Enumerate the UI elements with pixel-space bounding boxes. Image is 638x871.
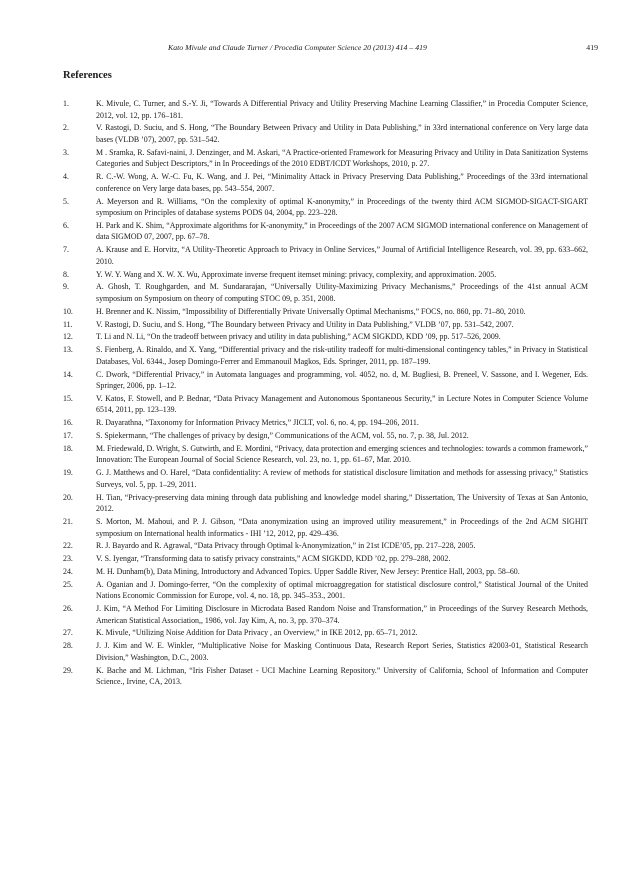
reference-text: V. Rastogi, D. Suciu, and S. Hong, “The Boundary Between Privacy and Utility in Data Publishing,” in 33rd international conference on Very large data bases (VLDB ’07), 2007, pp. 531–542. bbox=[96, 123, 588, 144]
reference-item bbox=[63, 393, 588, 416]
reference-number: 6. bbox=[63, 220, 69, 230]
reference-text: A. Oganian and J. Domingo-ferrer, “On the complexity of optimal microaggregation for statistical disclosure control,” Statistical Journal of the United Nations Economic Commission for Europe, vol. 4, no. 18, pp. 345–353., 2001. bbox=[96, 579, 588, 601]
reference-item bbox=[63, 603, 588, 626]
reference-number: 24. bbox=[63, 566, 73, 576]
reference-number: 27. bbox=[63, 628, 73, 638]
reference-item bbox=[63, 196, 588, 219]
reference-number: 25. bbox=[63, 579, 73, 589]
reference-item bbox=[63, 417, 588, 429]
reference-number: 22. bbox=[63, 541, 73, 551]
reference-item bbox=[63, 627, 588, 639]
running-title: Kato Mivule and Claude Turner / Procedia Computer Science 20 (2013) 414 – 419 bbox=[168, 43, 427, 52]
reference-item bbox=[63, 344, 588, 367]
reference-number: 1. bbox=[63, 99, 69, 108]
reference-text: Y. W. Y. Wang and X. W. X. Wu, Approximate inverse frequent itemset mining: privacy, complexity, and approximation. 2005. bbox=[96, 269, 497, 279]
reference-item bbox=[63, 640, 588, 663]
reference-number: 5. bbox=[63, 196, 69, 206]
reference-text: K. Bache and M. Lichman, “Iris Fisher Dataset - UCI Machine Learning Repository.” University of California, School of Information and Computer Science., Irvine, CA, 2013. bbox=[96, 665, 588, 687]
reference-item bbox=[63, 443, 588, 466]
reference-text: M. Friedewald, D. Wright, S. Gutwirth, and E. Mordini, “Privacy, data protection and emerging sciences and technologies: towards a common framework,” Innovation: The European Journal of Social Science Research, vol. 23, no. 1, pp. 61–67, Mar. 2010. bbox=[96, 443, 588, 465]
reference-number: 2. bbox=[63, 123, 69, 133]
reference-number: 10. bbox=[63, 306, 73, 316]
reference-item bbox=[63, 553, 588, 565]
reference-number: 17. bbox=[63, 431, 73, 441]
reference-number: 3. bbox=[63, 147, 69, 157]
reference-text: S. Spiekermann, “The challenges of privacy by design,” Communications of the ACM, vol. 55, no. 7, p. 38, Jul. 2012. bbox=[96, 431, 469, 441]
reference-number: 19. bbox=[63, 468, 73, 478]
reference-text: J. Kim, “A Method For Limiting Disclosure in Microdata Based Random Noise and Transformation,” in Proceedings of the Survey Research Methods, American Statistical Association,, 1986, vol. Jay Kim, A, no. 3, pp. 370–374. bbox=[96, 604, 588, 625]
reference-item bbox=[63, 171, 588, 194]
reference-number: 7. bbox=[63, 245, 69, 255]
reference-text: H. Brenner and K. Nissim, “Impossibility of Differentially Private Universally Optimal Mechanisms,” FOCS, no. 860, pp. 71–80, 2010. bbox=[96, 306, 526, 316]
reference-item bbox=[63, 281, 588, 304]
reference-text: V. Katos, F. Stowell, and P. Bednar, “Data Privacy Management and Autonomous Spontaneous Security,” in Lecture Notes in Computer Science Volume 6514, 2011, pp. 123–139. bbox=[96, 393, 588, 415]
reference-item bbox=[63, 369, 588, 392]
reference-item bbox=[63, 306, 588, 318]
reference-text: A. Meyerson and R. Williams, “On the complexity of optimal K-anonymity,” in Proceedings of the twenty third ACM SIGMOD-SIGACT-SIGART symposium on Principles of database systems PODS 04, 2004, pp. 223–228. bbox=[96, 196, 588, 218]
reference-item bbox=[63, 269, 588, 281]
reference-item bbox=[63, 319, 588, 331]
reference-item bbox=[63, 147, 588, 170]
reference-number: 29. bbox=[63, 665, 73, 675]
reference-number: 20. bbox=[63, 492, 73, 502]
reference-text: V. Rastogi, D. Suciu, and S. Hong, “The Boundary between Privacy and Utility in Data Publishing,” VLDB ’07, pp. 531–542, 2007. bbox=[96, 319, 514, 329]
reference-text: R. Dayarathna, “Taxonomy for Information Privacy Metrics,” JICLT, vol. 6, no. 4, pp. 194–206, 2011. bbox=[96, 418, 419, 428]
reference-item bbox=[63, 579, 588, 602]
reference-text: A. Krause and E. Horvitz, “A Utility-Theoretic Approach to Privacy in Online Services,” Journal of Artificial Intelligence Research, vol. 39, pp. 633–662, 2010. bbox=[96, 245, 588, 266]
reference-number: 15. bbox=[63, 393, 73, 403]
reference-text: G. J. Matthews and O. Harel, “Data confidentiality: A review of methods for statistical disclosure limitation and methods for assessing privacy,” Statistics Surveys, vol. 5, pp. 1–29, 2011. bbox=[96, 468, 588, 489]
reference-number: 13. bbox=[63, 345, 73, 355]
reference-item bbox=[63, 467, 588, 490]
reference-text: C. Dwork, “Differential Privacy,” in Automata languages and programming, vol. 4052, no. d, M. Bugliesi, B. Preneel, V. Sassone, and I. Wegener, Eds. Springer, 2006, pp. 1–12. bbox=[96, 369, 588, 391]
reference-text: R. J. Bayardo and R. Agrawal, “Data Privacy through Optimal k-Anonymization,” in 21st ICDE’05, pp. 217–228, 2005. bbox=[96, 541, 476, 551]
reference-text: S. Fienberg, A. Rinaldo, and X. Yang, “Differential privacy and the risk-utility tradeoff for multi-dimensional contingency tables,” in Privacy in Statistical Databases, Vol. 6344., Josep Domingo-Ferrer and Emmanouil Magkos, Eds. Springer, 2011, pp. 187–199. bbox=[96, 345, 588, 366]
reference-item bbox=[63, 430, 588, 442]
reference-number: 26. bbox=[63, 604, 73, 614]
reference-text: K. Mivule, C. Turner, and S.-Y. Ji, “Towards A Differential Privacy and Utility Preserving Machine Learning Classifier,” in Procedia Computer Science, 2012, vol. 12, pp. 176–181. bbox=[96, 99, 588, 120]
reference-number: 21. bbox=[63, 516, 73, 526]
reference-text: A. Ghosh, T. Roughgarden, and M. Sundararajan, “Universally Utility-Maximizing Privacy Mechanisms,” Proceedings of the 41st annual ACM symposium on Symposium on theory of computing STOC 09, p. 351, 2008. bbox=[96, 282, 588, 303]
reference-number: 23. bbox=[63, 554, 73, 564]
reference-text: M. H. Dunham(b), Data Mining, Introductory and Advanced Topics. Upper Saddle River, New Jersey: Prentice Hall, 2003, pp. 58–60. bbox=[96, 566, 520, 576]
reference-text: H. Tian, “Privacy-preserving data mining through data publishing and knowledge model sharing,” Dissertation, The University of Texas at San Antonio, 2012. bbox=[96, 492, 588, 514]
reference-item bbox=[63, 516, 588, 539]
reference-item bbox=[63, 122, 588, 145]
reference-number: 9. bbox=[63, 282, 69, 292]
reference-number: 4. bbox=[63, 172, 69, 182]
reference-number: 18. bbox=[63, 443, 73, 453]
reference-number: 8. bbox=[63, 269, 69, 279]
reference-item bbox=[63, 492, 588, 515]
reference-number: 14. bbox=[63, 369, 73, 379]
reference-item bbox=[63, 220, 588, 243]
running-header bbox=[168, 43, 598, 52]
reference-number: 11. bbox=[63, 319, 73, 329]
reference-number: 16. bbox=[63, 418, 73, 428]
reference-text: H. Park and K. Shim, “Approximate algorithms for K-anonymity,” in Proceedings of the 2007 ACM SIGMOD international conference on Management of data SIGMOD 07, 2007, pp. 67–78. bbox=[96, 220, 588, 242]
reference-list bbox=[63, 98, 588, 689]
section-title: References bbox=[63, 70, 112, 81]
reference-item bbox=[63, 540, 588, 552]
reference-text: V. S. Iyengar, “Transforming data to satisfy privacy constraints,” ACM SIGKDD, KDD ’02, pp. 279–288, 2002. bbox=[96, 554, 451, 564]
reference-item bbox=[63, 566, 588, 578]
page-number: 419 bbox=[586, 43, 598, 52]
reference-item bbox=[63, 665, 588, 688]
reference-item bbox=[63, 331, 588, 343]
reference-item bbox=[63, 98, 588, 121]
reference-text: S. Morton, M. Mahoui, and P. J. Gibson, “Data anonymization using an improved utility measurement,” in Proceedings of the 2nd ACM SIGHIT symposium on International health informatics - IHI ’12, 2012, pp. 429–436. bbox=[96, 516, 588, 538]
reference-item bbox=[63, 244, 588, 267]
reference-text: K. Mivule, “Utilizing Noise Addition for Data Privacy , an Overview,” in IKE 2012, pp. 65–71, 2012. bbox=[96, 628, 418, 638]
reference-text: R. C.-W. Wong, A. W.-C. Fu, K. Wang, and J. Pei, “Minimality Attack in Privacy Preserving Data Publishing,” Proceedings of the 33rd international conference on Very large data bases, pp. 543–554, 2007. bbox=[96, 172, 588, 193]
reference-text: J. J. Kim and W. E. Winkler, “Multiplicative Noise for Masking Continuous Data, Research Report Series, Statistics #2003-01, Statistical Research Division,” Washington, D.C., 2003. bbox=[96, 641, 588, 662]
reference-text: M . Sramka, R. Safavi-naini, J. Denzinger, and M. Askari, “A Practice-oriented Framework for Measuring Privacy and Utility in Data Sanitization Systems Categories and Subject Descriptors,” in In Proceedings of the 2010 EDBT/ICDT Workshops, 2010, p. 27. bbox=[96, 147, 588, 169]
reference-text: T. Li and N. Li, “On the tradeoff between privacy and utility in data publishing,” ACM SIGKDD, KDD ’09, pp. 517–526, 2009. bbox=[96, 332, 501, 342]
reference-number: 28. bbox=[63, 641, 73, 651]
reference-number: 12. bbox=[63, 332, 73, 342]
